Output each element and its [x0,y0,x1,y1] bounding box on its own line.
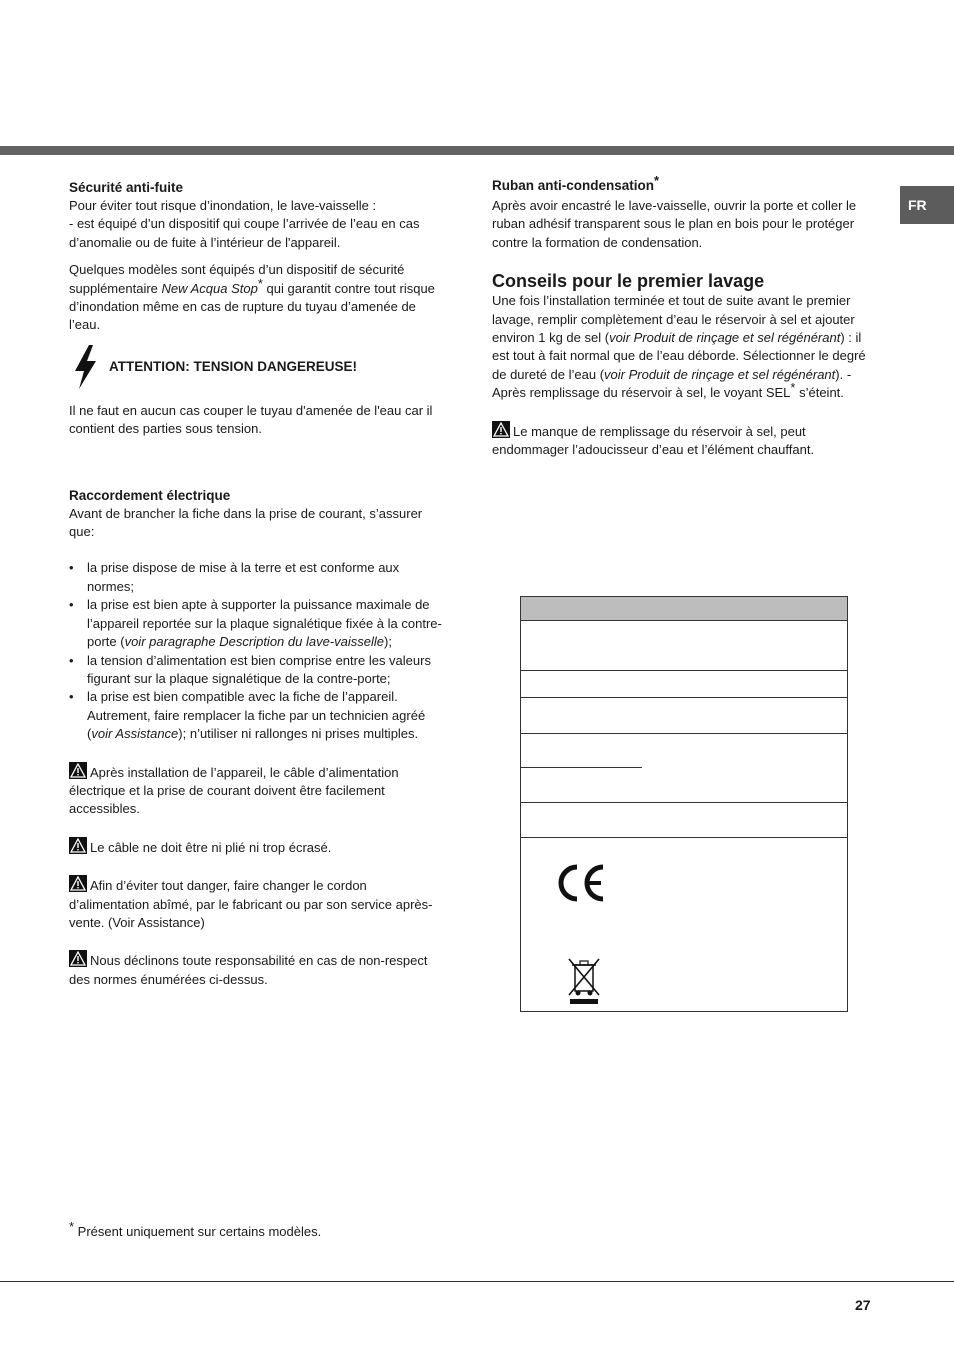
list-item: • la prise est bien compatible avec la fiche de l’appareil. Autrement, faire remplacer la fiche par un technicien agréé (voir Assistance); n’utiliser ni rallonges ni prises multiples. [69,688,449,743]
warning-triangle-icon [69,875,87,892]
table-divider [521,697,847,698]
table-divider [521,670,847,671]
top-rule [0,146,954,155]
attention-banner [69,341,449,393]
section-title-anti-condensation: Ruban anti-condensation* [492,173,660,193]
right-column [492,173,872,459]
list-item: • la prise dispose de mise à la terre et est conforme aux normes; [69,559,449,596]
lightning-bolt-icon [69,343,101,391]
language-tab: FR [900,186,954,224]
table-divider [521,767,642,768]
anti-leak-device: - est équipé d’un dispositif qui coupe l’arrivée de l’eau en cas d’anomalie ou de fuite à l’intérieur de l'appareil. [69,216,420,250]
page-number: 27 [855,1297,871,1313]
warning-note: Nous déclinons toute responsabilité en cas de non-respect des normes énumérées ci-dessus. [69,950,449,989]
bottom-rule [0,1281,954,1282]
anti-leak-extra: Quelques modèles sont équipés d’un dispositif de sécurité supplémentaire New Acqua Stop* qui garantit contre tout risque d’inondation même en cas de rupture du tuyau d’amenée de l’eau. [69,262,435,333]
warning-note: Afin d’éviter tout danger, faire changer le cordon d’alimentation abîmé, par le fabricant ou par son service après-vente. (Voir Assistance) [69,875,449,932]
attention-text: Il ne faut en aucun cas couper le tuyau d'amenée de l'eau car il contient des parties sous tension. [69,402,433,437]
warning-triangle-icon [69,762,87,779]
table-divider [521,837,847,838]
footnote: * Présent uniquement sur certains modèles. [69,1219,322,1239]
section-title-anti-leak: Sécurité anti-fuite [69,180,184,195]
first-wash-text: Une fois l’installation terminée et tout de suite avant le premier lavage, remplir complètement d’eau le réservoir à sel et ajouter environ 1 kg de sel (voir Produit de rinçage et sel régénérant) : il est tout à fait normal que de l’eau déborde. Sélectionner le degré de dureté de l’eau (voir Produit de rinçage et sel régénérant). - Après remplissage du réservoir à sel, le voyant SEL* s’éteint. [492,293,866,401]
attention-label: ATTENTION: TENSION DANGEREUSE! [109,358,358,374]
table-divider [521,802,847,803]
technical-data-table [520,596,848,1012]
warning-note: Le câble ne doit être ni plié ni trop écrasé. [69,837,449,857]
warning-triangle-icon [69,950,87,967]
section-title-electrical: Raccordement électrique [69,487,231,503]
anti-leak-intro: Pour éviter tout risque d’inondation, le lave-vaisselle : [69,198,377,213]
warning-note: Le manque de remplissage du réservoir à sel, peut endommager l’adoucisseur d’eau et l’élément chauffant. [492,421,872,460]
anti-condensation-text: Après avoir encastré le lave-vaisselle, ouvrir la porte et coller le ruban adhésif transparent sous le plan en bois pour le protéger contre la formation de condensation. [492,198,857,250]
left-column [69,178,449,989]
table-divider [521,733,847,734]
electrical-intro: Avant de brancher la fiche dans la prise de courant, s’assurer que: [69,505,423,540]
warning-triangle-icon [492,421,510,438]
table-header [521,597,847,621]
electrical-list [69,559,449,743]
weee-bin-icon [567,957,601,1005]
list-item: • la tension d’alimentation est bien comprise entre les valeurs figurant sur la plaque signalétique de la contre-porte; [69,652,449,689]
warning-note: Après installation de l’appareil, le câble d’alimentation électrique et la prise de courant doivent être facilement accessibles. [69,762,449,819]
ce-mark-icon [555,863,607,903]
section-title-first-wash: Conseils pour le premier lavage [492,271,765,292]
warning-triangle-icon [69,837,87,854]
list-item: • la prise est bien apte à supporter la puissance maximale de l’appareil reportée sur la plaque signalétique fixée à la contre-porte (voir paragraphe Description du lave-vaisselle); [69,596,449,651]
